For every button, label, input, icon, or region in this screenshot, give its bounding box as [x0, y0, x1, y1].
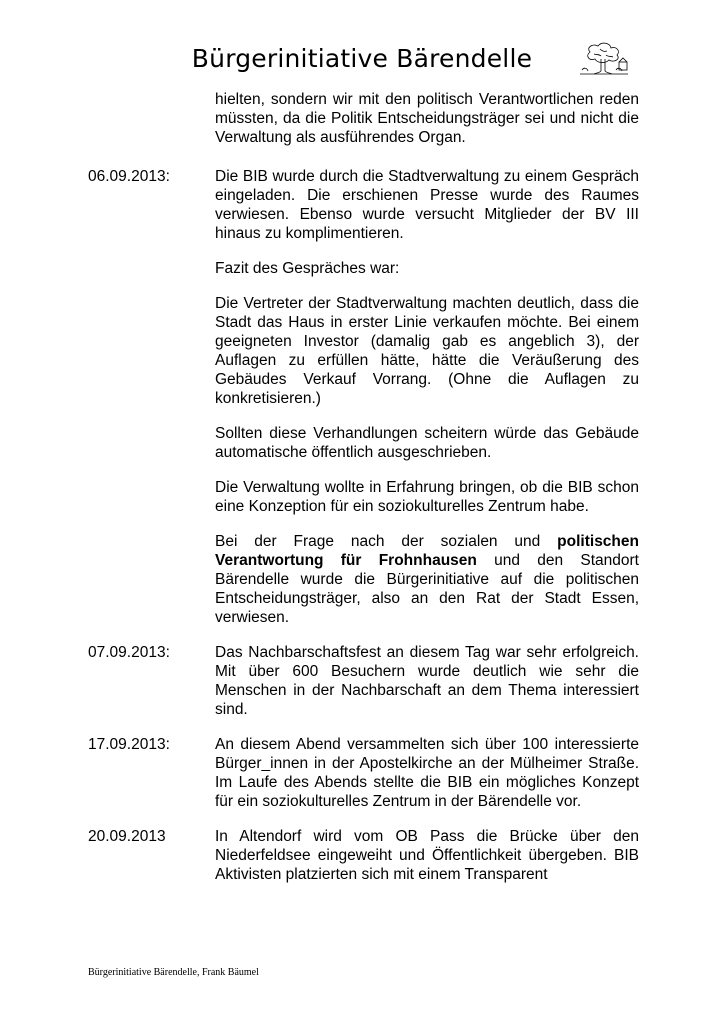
entry-body	[215, 827, 639, 900]
paragraph: hielten, sondern wir mit den politisch Verantwortlichen reden müssten, da die Politik Entscheidungsträger sei und nicht die Verwaltung als ausführendes Organ.	[215, 91, 639, 146]
paragraph: Die Vertreter der Stadtverwaltung machten deutlich, dass die Stadt das Haus in erster Linie verkaufen möchte. Bei einem geeigneten Investor (damalig gab es angeblich 3), der Auflagen zu erfüllen hätte, hätte die Veräußerung des Gebäudes Verkauf Vorrang. (Ohne die Auflagen zu konkretisieren.)	[215, 295, 639, 407]
entry-continuation	[88, 90, 640, 167]
entry-body	[215, 735, 639, 827]
entry-date: 20.09.2013	[88, 828, 166, 845]
entry-17-09-2013	[88, 735, 640, 827]
paragraph: Die BIB wurde durch die Stadtverwaltung zu einem Gespräch eingeladen. Die erschienen Presse wurde des Raumes verwiesen. Ebenso wurde versucht Mitglieder der BV III hinaus zu komplimentieren.	[215, 168, 639, 242]
entry-date: 07.09.2013:	[88, 644, 170, 661]
entry-body	[215, 643, 639, 735]
entry-07-09-2013	[88, 643, 640, 735]
entry-date	[88, 90, 215, 167]
page-footer: Bürgerinitiative Bärendelle, Frank Bäumel	[88, 967, 259, 978]
entry-body	[215, 167, 639, 643]
paragraph: Sollten diese Verhandlungen scheitern würde das Gebäude automatische öffentlich ausgeschrieben.	[215, 425, 639, 461]
paragraph: An diesem Abend versammelten sich über 100 interessierte Bürger_innen in der Apostelkirche an der Mülheimer Straße. Im Laufe des Abends stellte die BIB ein mögliches Konzept für ein soziokulturelles Zentrum in der Bärendelle vor.	[215, 736, 639, 810]
paragraph: Das Nachbarschaftsfest an diesem Tag war sehr erfolgreich. Mit über 600 Besuchern wurde deutlich wie sehr die Menschen in der Nachbarschaft an dem Thema interessiert sind.	[215, 644, 639, 718]
page-header-title: Bürgerinitiative Bärendelle	[191, 44, 533, 73]
entry-20-09-2013	[88, 827, 640, 900]
entry-date: 06.09.2013:	[88, 168, 170, 185]
tree-icon	[572, 40, 632, 80]
paragraph: Die Verwaltung wollte in Erfahrung bringen, ob die BIB schon eine Konzeption für ein soziokulturelles Zentrum habe.	[215, 479, 639, 515]
paragraph-with-emphasis	[215, 532, 639, 627]
document-body	[88, 90, 640, 900]
entry-06-09-2013	[88, 167, 640, 643]
text-segment: und den Standort Bärendelle wurde die Bürgerinitiative auf die politischen Entscheidungsträger, also an den Rat der Stadt Essen, verwiesen.	[215, 552, 639, 626]
text-segment: Bei der Frage nach der sozialen und	[215, 533, 558, 550]
entry-date: 17.09.2013:	[88, 736, 170, 753]
bold-emphasis: politischen Verantwortung für Frohnhausen	[215, 533, 639, 569]
paragraph: Fazit des Gespräches war:	[215, 260, 400, 277]
paragraph: In Altendorf wird vom OB Pass die Brücke über den Niederfeldsee eingeweiht und Öffentlichkeit übergeben. BIB Aktivisten platzierten sich mit einem Transparent	[215, 828, 639, 883]
entry-body	[215, 90, 639, 167]
